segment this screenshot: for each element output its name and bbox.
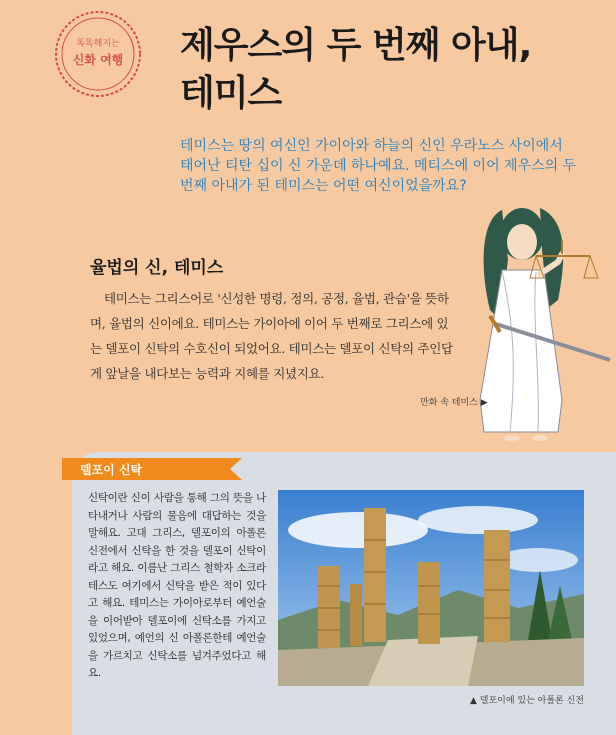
page-title-line2: 테미스 — [180, 73, 282, 114]
temple-photo — [278, 490, 584, 686]
themis-illustration — [440, 200, 616, 460]
section-body: 테미스는 그리스어로 '신성한 명령, 정의, 공정, 율법, 관습'을 뜻하며, 율법의 신이에요. 테미스는 가이아에 이어 두 번째로 그리스에 있는 델포이 신탁의 수호신이 되었어요. 테미스는 델포이 신탁의 주인답게 앞날을 내다보는 능력과 지혜를 지녔지요. — [90, 291, 453, 381]
travel-stamp — [52, 8, 144, 100]
stamp-line2: 신화 여행 — [72, 53, 124, 67]
intro-text: 테미스는 땅의 여신인 가이아와 하늘의 신인 우라노스 사이에서 태어난 티탄 십이 신 가운데 하나예요. 메티스에 이어 제우스의 두 번째 아내가 된 테미스는 어떤 여신이었을까요? — [180, 138, 577, 194]
page-title — [180, 22, 531, 118]
section-title: 율법의 신, 테미스 — [90, 258, 224, 278]
figure-caption: 만화 속 테미스 ▶ — [420, 398, 488, 408]
stamp-line1: 똑똑해지는 — [76, 39, 120, 49]
photo-caption: ▲ 델포이에 있는 아폴론 신전 — [470, 696, 584, 706]
panel-text: 신탁이란 신이 사람을 통해 그의 뜻을 나타내거나 사람의 물음에 대답하는 것을 말해요. 고대 그리스, 델포이의 아폴론 신전에서 신탁을 한 것을 델포이 신탁이라고 해요. 이름난 그리스 철학자 소크라테스도 여기에서 신탁을 받은 적이 있다고 해요. 테미스는 가이아로부터 예언술을 이어받아 델포이에 신탁소를 가지고 있었으며, 예언의 신 아폴론한테 예언술을 가르치고 신탁소를 넘겨주었다고 해요. — [88, 492, 266, 679]
page-title-line1: 제우스의 두 번째 아내, — [180, 25, 532, 66]
tag-label: 델포이 신탁 — [80, 463, 143, 477]
